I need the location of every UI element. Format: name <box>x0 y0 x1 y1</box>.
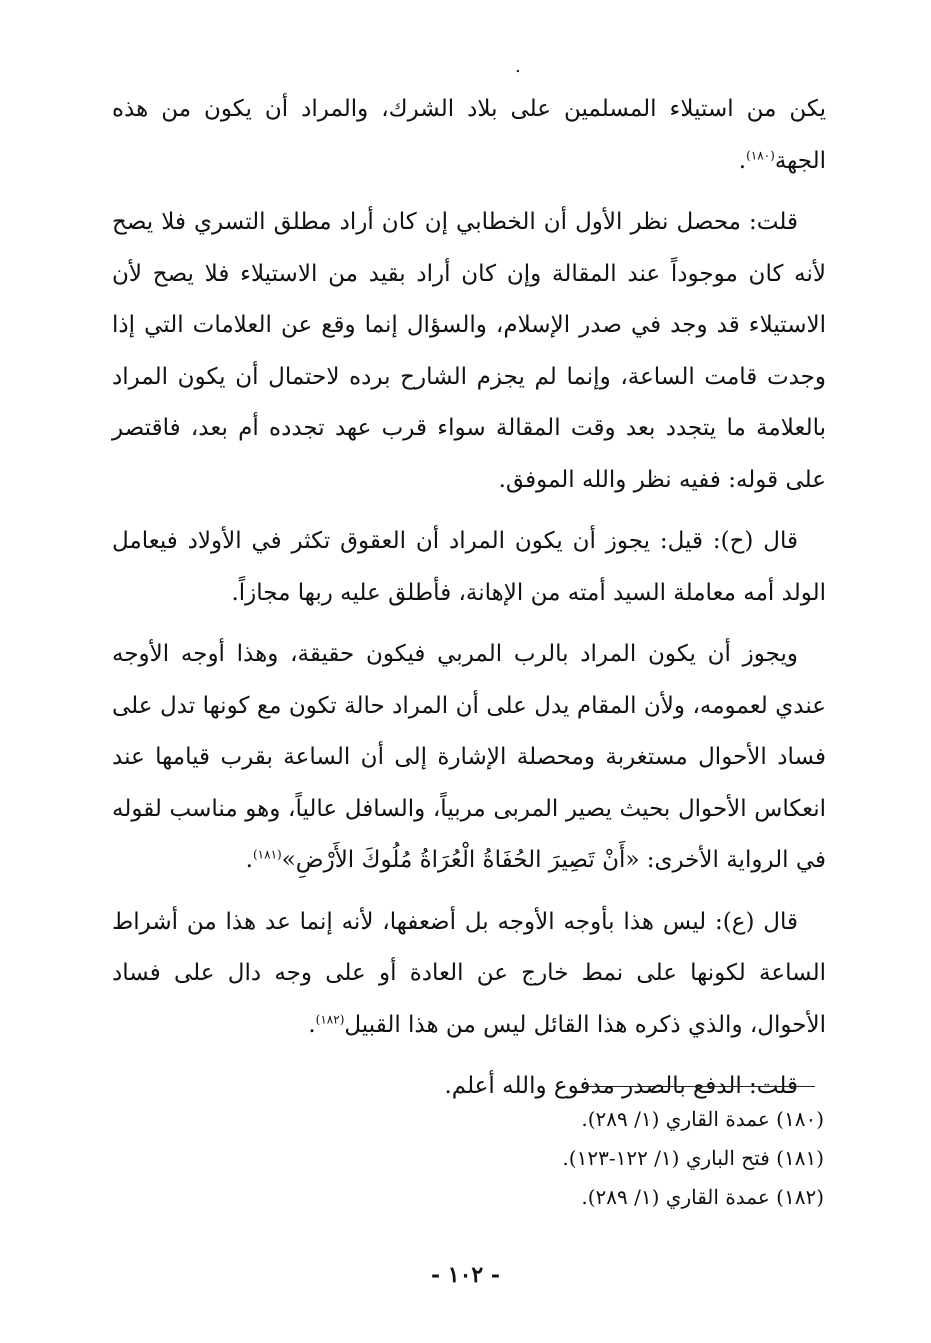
paragraph-text: ويجوز أن يكون المراد بالرب المربي فيكون حقيقة، وهذا أوجه الأوجه عندي لعمومه، ولأن المقام يدل على أن المراد حالة تكون مع كونها تدل على فساد الأحوال مستغربة ومحصلة الإشارة إلى أن الساعة بقرب قيامها عند انعكاس الأحوال بحيث يصير المربى مربياً، والسافل عالياً، وهو مناسب لقوله في الرواية الأخرى: «أَنْ تَصِيرَ الحُفَاةُ الْعُرَاةُ مُلُوكَ الأَرْضِ» <box>112 641 826 873</box>
paragraph-end: . <box>738 147 747 174</box>
footnote-181: (١٨١) فتح الباري (١/ ١٢٢-١٢٣). <box>562 1146 824 1170</box>
paragraph-text: قال (ع): ليس هذا بأوجه الأوجه بل أضعفها، لأنه إنما عد هذا من أشراط الساعة لكونها على نمط خارج عن العادة أو على وجه دال على فساد الأحوال، والذي ذكره هذا القائل ليس من هذا القبيل <box>112 908 826 1038</box>
top-mark: . <box>515 56 521 77</box>
paragraph-1 <box>112 84 826 187</box>
footnote-182: (١٨٢) عمدة القاري (١/ ٢٨٩). <box>581 1185 824 1209</box>
footnote-reference[interactable]: (١٨١) <box>252 847 282 862</box>
paragraph-text: قلت: الدفع بالصدر مدفوع والله أعلم. <box>444 1073 798 1099</box>
paragraph-end: . <box>308 1011 316 1038</box>
paragraph-2 <box>112 197 826 506</box>
paragraph-text: قلت: محصل نظر الأول أن الخطابي إن كان أراد مطلق التسري فلا يصح لأنه كان موجوداً عند المقالة وإن كان أراد بقيد من الاستيلاء فلا يصح لأن الاستيلاء قد وجد في صدر الإسلام، والسؤال إنما وقع عن العلامات التي إذا وجدت قامت الساعة، وإنما لم يجزم الشارح برده لاحتمال أن يكون المراد بالعلامة ما يتجدد بعد وقت المقالة سواء قرب عهد تجدده أم بعد، فاقتصر على قوله: ففيه نظر والله الموفق. <box>112 209 826 493</box>
paragraph-5 <box>112 897 826 1052</box>
main-text <box>112 84 826 1123</box>
page-number: - ١٠٢ - <box>430 1262 501 1288</box>
footnotes <box>112 1100 824 1217</box>
paragraph-text: قال (ح): قيل: يجوز أن يكون المراد أن العقوق تكثر في الأولاد فيعامل الولد أمه معاملة السيد أمته من الإهانة، فأطلق عليه ربها مجازاً. <box>112 528 826 606</box>
footnote-180: (١٨٠) عمدة القاري (١/ ٢٨٩). <box>581 1107 824 1131</box>
paragraph-4 <box>112 629 826 887</box>
footnote-divider <box>585 1086 815 1087</box>
paragraph-text: يكن من استيلاء المسلمين على بلاد الشرك، والمراد أن يكون من هذه الجهة <box>112 96 826 174</box>
footnote-reference[interactable]: (١٨٠) <box>746 147 775 162</box>
footnote-reference[interactable]: (١٨٢) <box>315 1011 345 1026</box>
paragraph-3 <box>112 516 826 619</box>
paragraph-end: . <box>245 847 253 873</box>
